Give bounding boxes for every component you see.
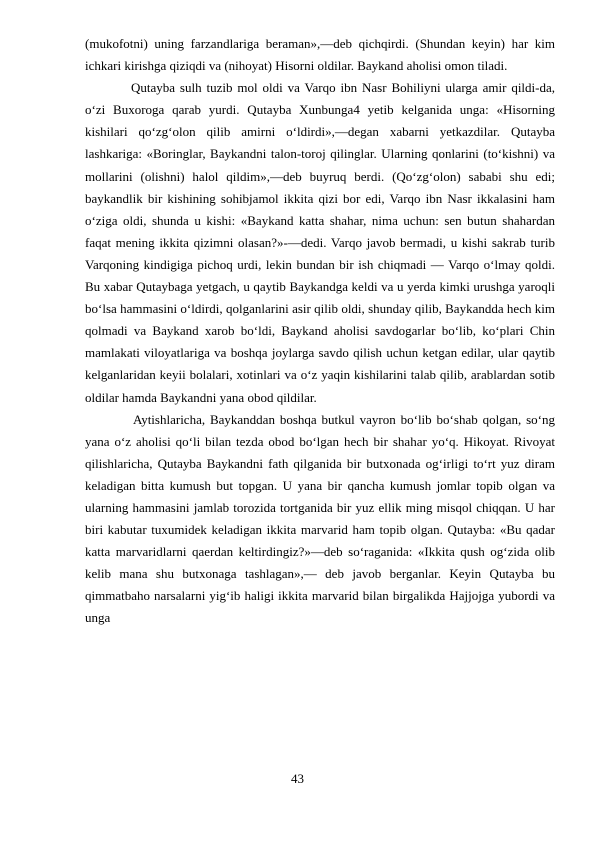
page-number: 43	[291, 771, 304, 786]
paragraph-3: Aytishlaricha, Baykanddan boshqa butkul vayron bo‘lib bo‘shab qolgan, so‘ng yana o‘z aholisi qo‘li bilan tezda obod bo‘lgan hech bir shahar yo‘q. Hikoyat. Rivoyat qilishlaricha, Qutayba Baykandni fath qilganida bir butxonada og‘irligi to‘rt yuz diram keladigan bitta kumush but topgan. U yana bir qancha kumush jomlar topib olgan va ularning hammasini jamlab torozida tortganida bir yuz ellik ming misqol chiqqan. U har biri kabutar tuxumidek keladigan ikkita marvarid ham topib olgan. Qutayba: «Bu qadar katta marvaridlarni qaerdan keltirdingiz?»—deb so‘raganida: «Ikkita qush og‘zida olib kelib mana shu butxonaga tashlagan»,— deb javob berganlar. Keyin Qutayba bu qimmatbaho narsalarni yig‘ib haligi ikkita marvarid bilan birgalikda Hajjojga yubordi va unga	[85, 411, 555, 626]
paragraph-1: (mukofotni) uning farzandlariga beraman»,—deb qichqirdi. (Shundan keyin) har kim ichkari kirishga qiziqdi va (nihoyat) Hisorni oldilar. Baykand aholisi omon tiladi.	[85, 36, 555, 74]
page-body	[85, 33, 555, 630]
paragraph-2: Qutayba sulh tuzib mol oldi va Varqo ibn Nasr Bohiliyni ularga amir qildi-da, o‘zi Buxoroga qarab yurdi. Qutayba Xunbunga4 yetib kelganida unga: «Hisorning kishilari qo‘zg‘olon qilib amirni o‘ldirdi»,—degan xabarni yetkazdilar. Qutayba lashkariga: «Boringlar, Baykandni talon-toroj qilinglar. Ularning qonlarini (to‘kishni) va mollarini (olishni) halol qildim»,—deb buyruq berdi. (Qo‘zg‘olon) sababi shu edi; baykandlik bir kishining sohibjamol ikkita qizi bor edi, Varqo ibn Nasr ikkalasini ham o‘ziga oldi, shunda u kishi: «Baykand katta shahar, nima uchun: sen butun shahardan faqat mening ikkita qizimni olasan?»-—dedi. Varqo javob bermadi, u kishi sakrab turib Varqoning kindigiga pichoq urdi, lekin bundan bir ish chiqmadi — Varqo o‘lmay qoldi. Bu xabar Qutaybaga yetgach, u qaytib Baykandga keldi va u yerda kimki urushga yaroqli bo‘lsa hammasini o‘ldirdi, qolganlarini asir qilib oldi, shunday qilib, Baykandda hech kim qolmadi va Baykand xarob bo‘ldi, Baykand aholisi savdogarlar bo‘lib, ko‘plari Chin mamlakati viloyatlariga va boshqa joylarga savdo qilish uchun ketgan edilar, ular qaytib kelganlaridan keyii bolalari, xotinlari va o‘z yaqin kishilarini talab qilib, arablardan sotib oldilar hamda Baykandni yana obod qildilar.	[85, 80, 555, 405]
